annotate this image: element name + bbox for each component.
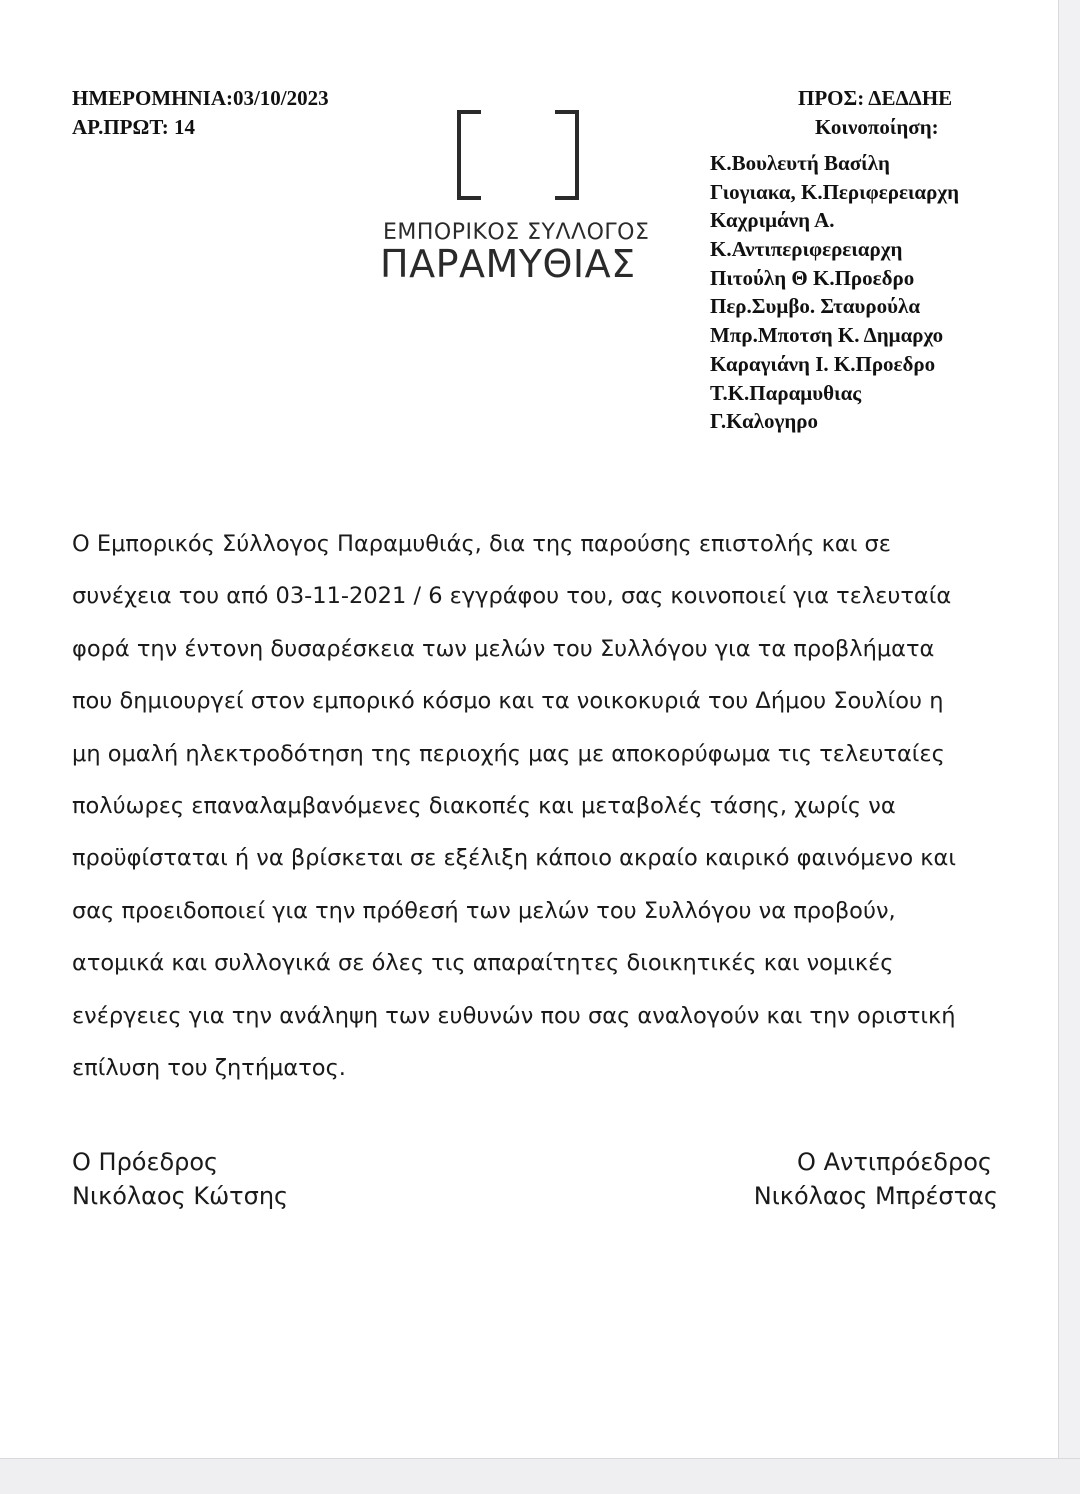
president-signature [72, 1145, 288, 1213]
body-line: ενέργειες για την ανάληψη των ευθυνών που σας αναλογούν και την οριστική [72, 1002, 956, 1029]
body-line: Ο Εμπορικός Σύλλογος Παραμυθιάς, δια της παρούσης επιστολής και σε [72, 531, 891, 557]
recipient-line: Καχριμάνη Α. [710, 208, 835, 233]
page-edge-right [1058, 0, 1080, 1493]
body-line: επίλυση του ζητήματος. [72, 1054, 346, 1081]
recipient-line: Καραγιάνη Ι. Κ.Προεδρο [710, 351, 936, 376]
recipient-line: Κ.Αντιπεριφερειαρχη [710, 237, 903, 262]
body-line: πολύωρες επαναλαμβανόμενες διακοπές και μεταβολές τάσης, χωρίς να [72, 792, 896, 819]
recipient-to: ΠΡΟΣ: ΔΕΔΔΗΕ [798, 86, 953, 110]
logo-line-large: ΠΑΡΑΜΥΘΙΑΣ [380, 242, 636, 286]
president-title: Ο Πρόεδρος [72, 1148, 219, 1176]
body-line: σας προειδοποιεί για την πρόθεσή των μελών του Συλλόγου να προβούν, [72, 897, 896, 924]
recipient-line: Τ.Κ.Παραμυθιας [710, 380, 862, 405]
recipient-line: Κ.Βουλευτή Βασίλη [710, 151, 890, 175]
body-line: φορά την έντονη δυσαρέσκεια των μελών του Συλλόγου για τα προβλήματα [72, 635, 935, 662]
logo-line-small: ΕΜΠΟΡΙΚΟΣ ΣΥΛΛΟΓΟΣ [383, 220, 650, 245]
letter-meta [72, 84, 329, 142]
recipient-line: Γ.Καλογηρο [710, 409, 819, 434]
recipient-line: Πιτούλη Θ Κ.Προεδρο [710, 265, 915, 290]
body-line: ατομικά και συλλογικά σε όλες τις απαραίτητες διοικητικές και νομικές [72, 950, 894, 977]
recipient-line: Περ.Συμβο. Σταυρούλα [710, 294, 921, 319]
recipient-list [710, 149, 959, 436]
recipient-line: Γιογιακα, Κ.Περιφερειαρχη [710, 179, 960, 204]
body-line: που δημιουργεί στον εμπορικό κόσμο και τα νοικοκυριά του Δήμου Σουλίου η [72, 688, 944, 715]
vice-president-name: Νικόλαος Μπρέστας [753, 1182, 998, 1210]
notify-label: Κοινοποίηση: [815, 115, 939, 139]
president-name: Νικόλαος Κώτσης [72, 1182, 289, 1210]
protocol-number: ΑΡ.ΠΡΩΤ: 14 [72, 115, 196, 139]
body-line: προϋφίσταται ή να βρίσκεται σε εξέλιξη κάποιο ακραίο καιρικό φαινόμενο και [72, 845, 956, 872]
vice-president-title: Ο Αντιπρόεδρος [797, 1148, 992, 1176]
body-line: μη ομαλή ηλεκτροδότηση της περιοχής μας με αποκορύφωμα τις τελευταίες [72, 740, 945, 767]
recipient-line: Μπρ.Μποτση Κ. Δημαρχο [710, 323, 944, 348]
body-line: συνέχεια του από 03-11-2021 / 6 εγγράφου του, σας κοινοποιεί για τελευταία [72, 583, 952, 610]
date-line: ΗΜΕΡΟΜΗΝΙΑ:03/10/2023 [72, 86, 329, 110]
association-logo [378, 108, 678, 298]
letter-body [72, 526, 1002, 1102]
page-edge-bottom [0, 1458, 1080, 1494]
bracket-logo-icon [378, 108, 678, 208]
